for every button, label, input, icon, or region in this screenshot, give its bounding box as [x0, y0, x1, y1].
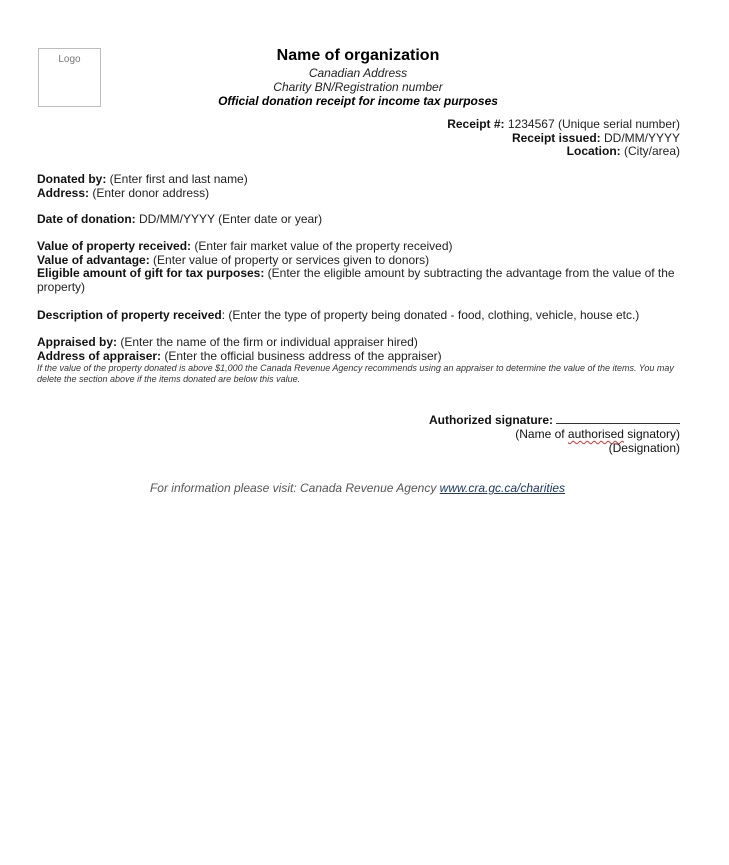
property-value-line — [37, 240, 677, 254]
property-value-value: (Enter fair market value of the property received) — [191, 239, 453, 253]
official-receipt-title: Official donation receipt for income tax purposes — [218, 94, 498, 108]
designation-line: (Designation) — [608, 441, 680, 455]
signature-field[interactable] — [556, 413, 680, 424]
receipt-issued-value: DD/MM/YYYY — [600, 130, 680, 145]
donor-address-value: (Enter donor address) — [89, 185, 210, 200]
advantage-label: Value of advantage: — [37, 252, 150, 267]
spellcheck-flagged-word[interactable]: authorised — [567, 427, 624, 441]
cra-charities-link[interactable]: www.cra.gc.ca/charities — [439, 481, 566, 495]
donation-date-label: Date of donation: — [37, 212, 136, 226]
signatory-name-prefix: (Name of — [515, 427, 568, 441]
receipt-number-value: 1234567 (Unique serial number) — [504, 117, 680, 131]
donation-date-line — [37, 213, 677, 227]
appraiser-address-value: (Enter the official business address of the appraiser) — [161, 348, 442, 363]
appraised-by-value: (Enter the name of the firm or individual appraiser hired) — [117, 335, 418, 349]
location-value: (City/area) — [620, 144, 680, 158]
eligible-amount-line — [37, 267, 677, 294]
footer-info — [0, 481, 715, 495]
donated-by-line — [37, 173, 677, 187]
organization-name: Name of organization — [276, 47, 440, 64]
receipt-info — [447, 118, 680, 159]
receipt-number-label: Receipt #: — [447, 117, 505, 131]
eligible-amount-value: (Enter the eligible amount by subtracting the advantage from the value of the property) — [37, 266, 675, 294]
authorized-signature-line — [429, 413, 680, 427]
receipt-issued-line — [447, 132, 680, 146]
property-value-label: Value of property received: — [37, 239, 192, 253]
donor-address-label: Address: — [37, 185, 90, 200]
donated-by-value: (Enter first and last name) — [106, 172, 248, 186]
footer-text: For information please visit: Canada Revenue Agency — [149, 481, 440, 495]
eligible-amount-label: Eligible amount of gift for tax purposes: — [37, 266, 265, 280]
description-label: Description of property received — [37, 308, 222, 322]
signature-section — [429, 413, 680, 455]
logo-placeholder — [38, 48, 101, 107]
organization-address: Canadian Address — [308, 66, 408, 80]
description-line — [37, 309, 677, 323]
advantage-line — [37, 254, 677, 268]
description-section — [37, 309, 677, 323]
appraisal-note: If the value of the property donated is above $1,000 the Canada Revenue Agency recommends using an appraiser to determine the value of the items. You may delete the section above if the items donated are below this value. — [37, 363, 674, 384]
appraiser-address-line — [37, 350, 677, 364]
description-value: : (Enter the type of property being donated - food, clothing, vehicle, house etc.) — [221, 308, 640, 322]
donation-date-section — [37, 213, 677, 227]
signatory-name-line — [429, 427, 680, 441]
advantage-value: (Enter value of property or services given to donors) — [149, 252, 430, 267]
logo-label: Logo — [58, 54, 81, 65]
authorized-signature-label: Authorized signature: — [428, 413, 553, 427]
receipt-number-line — [447, 118, 680, 132]
donation-date-value: DD/MM/YYYY (Enter date or year) — [135, 212, 323, 226]
donor-address-line — [37, 187, 677, 201]
registration-number: Charity BN/Registration number — [273, 80, 443, 94]
location-label: Location: — [566, 144, 621, 158]
signatory-name-suffix: signatory) — [623, 427, 680, 441]
appraised-by-label: Appraised by: — [37, 335, 118, 349]
values-section — [37, 240, 677, 294]
donor-section — [37, 173, 677, 200]
appraisal-section — [37, 336, 677, 385]
appraised-by-line — [37, 336, 677, 350]
appraiser-address-label: Address of appraiser: — [37, 348, 162, 363]
donated-by-label: Donated by: — [37, 172, 107, 186]
location-line — [447, 145, 680, 159]
organization-header — [180, 46, 536, 108]
receipt-issued-label: Receipt issued: — [511, 130, 601, 145]
